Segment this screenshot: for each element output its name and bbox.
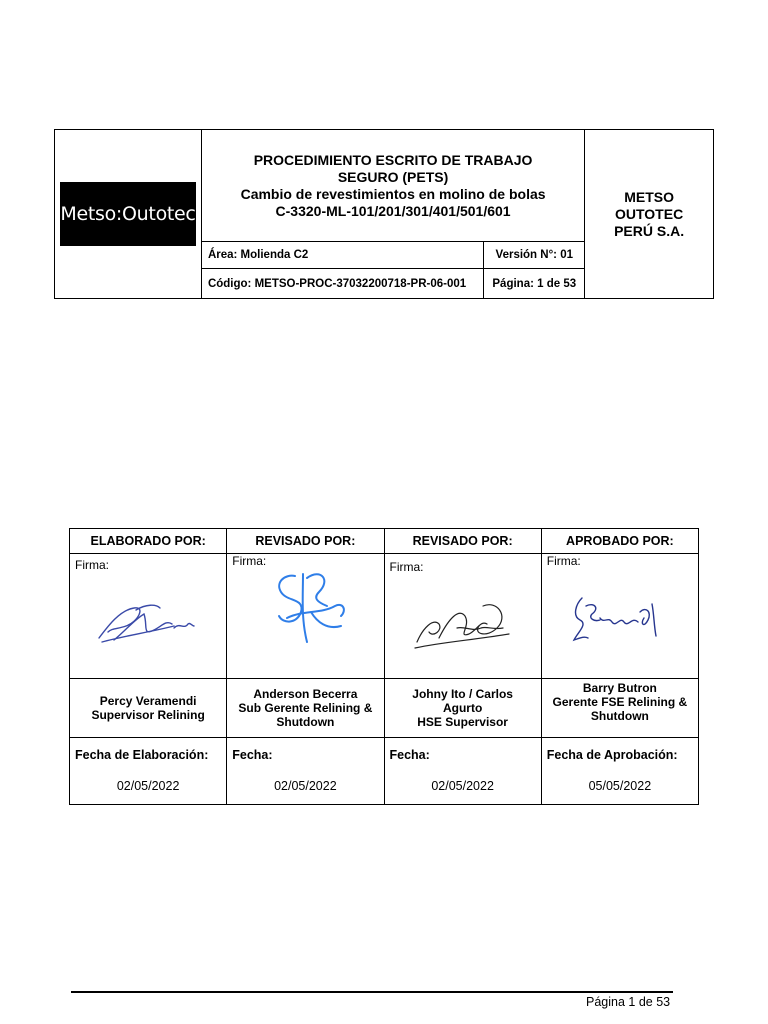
column-heading: APROBADO POR: bbox=[541, 529, 698, 554]
signer-name bbox=[384, 679, 541, 738]
signer-name bbox=[227, 679, 384, 738]
company-line: OUTOTEC bbox=[614, 205, 684, 222]
signer-line: Shutdown bbox=[590, 709, 649, 723]
firma-label: Firma: bbox=[232, 554, 267, 568]
date-cell bbox=[70, 738, 227, 805]
title-line: C-3320-ML-101/201/301/401/501/601 bbox=[275, 202, 511, 219]
approvals-table bbox=[69, 528, 699, 805]
date-label: Fecha de Aprobación: bbox=[546, 748, 678, 762]
firma-label: Firma: bbox=[75, 558, 109, 572]
date-cell bbox=[541, 738, 698, 805]
code-field: Código: METSO-PROC-37032200718-PR-06-001 bbox=[201, 269, 483, 299]
firma-label: Firma: bbox=[389, 560, 424, 574]
document-title bbox=[201, 130, 584, 242]
signature-image bbox=[413, 598, 515, 658]
signer-name bbox=[541, 679, 698, 738]
footer-page-number: Página 1 de 53 bbox=[586, 995, 671, 1009]
date-label: Fecha de Elaboración: bbox=[75, 748, 209, 762]
company-name bbox=[585, 130, 714, 299]
signer-line: Sub Gerente Relining & bbox=[238, 701, 373, 715]
signer-line: Agurto bbox=[442, 701, 483, 715]
company-line: METSO bbox=[624, 188, 674, 205]
signature-cell bbox=[384, 554, 541, 679]
signer-line: Percy Veramendi bbox=[99, 694, 197, 708]
signer-line: Barry Butron bbox=[582, 681, 657, 695]
logo-cell bbox=[55, 130, 202, 299]
signature-image bbox=[570, 594, 666, 652]
title-line: SEGURO (PETS) bbox=[337, 168, 449, 185]
company-line: PERÚ S.A. bbox=[614, 222, 685, 239]
title-line: Cambio de revestimientos en molino de bolas bbox=[240, 185, 546, 202]
document-header bbox=[54, 129, 714, 299]
signature-image bbox=[94, 596, 204, 651]
column-heading: ELABORADO POR: bbox=[70, 529, 227, 554]
version-field: Versión N°: 01 bbox=[484, 242, 585, 269]
page-field: Página: 1 de 53 bbox=[484, 269, 585, 299]
signature-cell bbox=[541, 554, 698, 679]
firma-label: Firma: bbox=[546, 554, 581, 568]
signer-line: HSE Supervisor bbox=[417, 715, 508, 729]
date-label: Fecha: bbox=[389, 748, 430, 762]
company-logo: Metso:Outotec bbox=[60, 182, 196, 246]
area-field: Área: Molienda C2 bbox=[201, 242, 483, 269]
signer-line: Gerente FSE Relining & bbox=[552, 695, 688, 709]
signer-line: Shutdown bbox=[276, 715, 335, 729]
date-cell bbox=[384, 738, 541, 805]
signature-cell bbox=[227, 554, 384, 679]
date-value: 02/05/2022 bbox=[116, 779, 180, 793]
title-line: PROCEDIMIENTO ESCRITO DE TRABAJO bbox=[253, 151, 533, 168]
date-cell bbox=[227, 738, 384, 805]
date-value: 02/05/2022 bbox=[431, 779, 494, 793]
signature-cell bbox=[70, 554, 227, 679]
column-heading: REVISADO POR: bbox=[227, 529, 384, 554]
signer-line: Johny Ito / Carlos bbox=[412, 687, 513, 701]
date-label: Fecha: bbox=[232, 748, 273, 762]
signer-name bbox=[70, 679, 227, 738]
column-heading: REVISADO POR: bbox=[384, 529, 541, 554]
signature-image bbox=[257, 568, 357, 648]
signer-line: Supervisor Relining bbox=[91, 708, 205, 722]
date-value: 05/05/2022 bbox=[588, 779, 652, 793]
footer-divider bbox=[71, 991, 673, 993]
signer-line: Anderson Becerra bbox=[253, 687, 358, 701]
date-value: 02/05/2022 bbox=[274, 779, 337, 793]
